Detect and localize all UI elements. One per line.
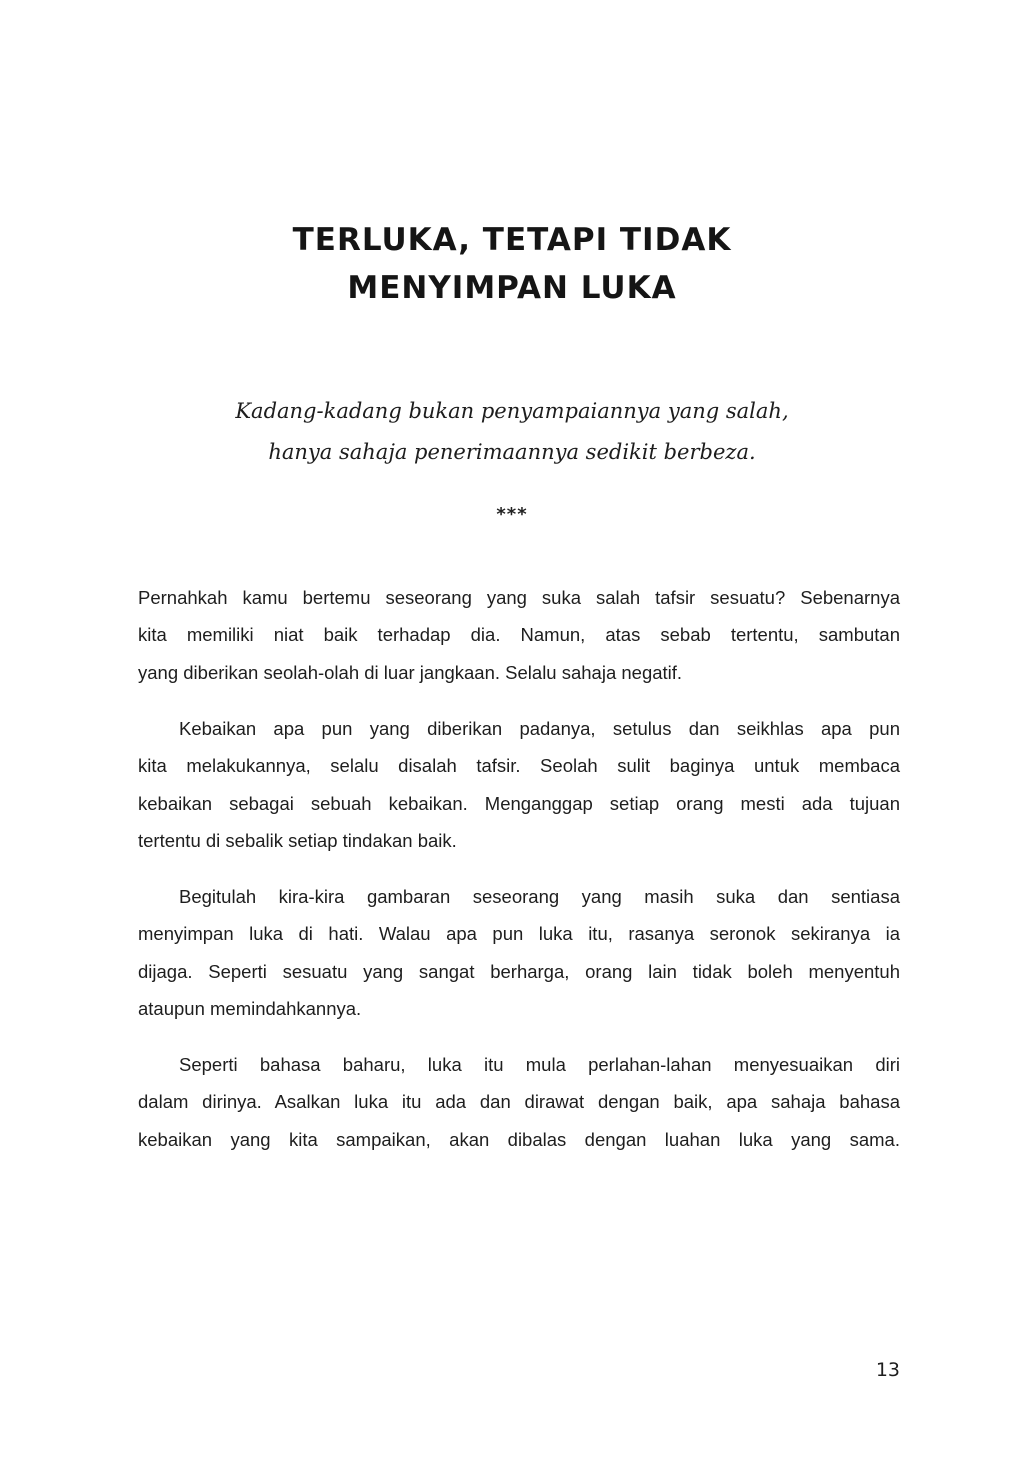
body-text [138,579,900,1177]
text-line: Seperti bahasa baharu, luka itu mula perlahan-lahan menyesuaikan diri [179,1053,900,1075]
text-line: kebaikan sebagai sebuah kebaikan. Menganggap setiap orang mesti ada tujuan [138,792,900,814]
page-number: 13 [875,1359,900,1381]
paragraph [138,878,900,1028]
text-line: kita memiliki niat baik terhadap dia. Namun, atas sebab tertentu, sambutan [138,624,900,646]
epigraph-line: Kadang-kadang bukan penyampaiannya yang salah, [235,399,789,423]
text-line: Pernahkah kamu bertemu seseorang yang suka salah tafsir sesuatu? Sebenarnya [138,587,900,608]
text-line: dalam dirinya. Asalkan luka itu ada dan dirawat dengan baik, apa sahaja bahasa [138,1091,900,1113]
text-line: menyimpan luka di hati. Walau apa pun luka itu, rasanya seronok sekiranya ia [138,923,900,945]
text-line: kebaikan yang kita sampaikan, akan dibalas dengan luahan luka yang sama. [138,1128,900,1150]
paragraph [138,579,900,691]
chapter-title-line: MENYIMPAN LUKA [347,270,677,306]
text-line: yang diberikan seolah-olah di luar jangkaan. Selalu sahaja negatif. [138,661,683,683]
section-separator: *** [496,504,528,525]
text-line: kita melakukannya, selalu disalah tafsir. Seolah sulit baginya untuk membaca [138,755,900,777]
text-line: ataupun memindahkannya. [138,998,362,1020]
text-line: tertentu di sebalik setiap tindakan baik. [138,829,457,851]
chapter-title [0,216,1024,312]
text-line: dijaga. Seperti sesuatu yang sangat berharga, orang lain tidak boleh menyentuh [138,960,900,982]
epigraph-quote [0,391,1024,473]
paragraph [138,710,900,860]
text-line: Begitulah kira-kira gambaran seseorang yang masih suka dan sentiasa [179,885,900,907]
epigraph-line: hanya sahaja penerimaannya sedikit berbeza. [268,440,756,464]
text-line: Kebaikan apa pun yang diberikan padanya, setulus dan seikhlas apa pun [179,717,900,739]
chapter-title-line: TERLUKA, TETAPI TIDAK [292,222,732,258]
paragraph [138,1046,900,1158]
